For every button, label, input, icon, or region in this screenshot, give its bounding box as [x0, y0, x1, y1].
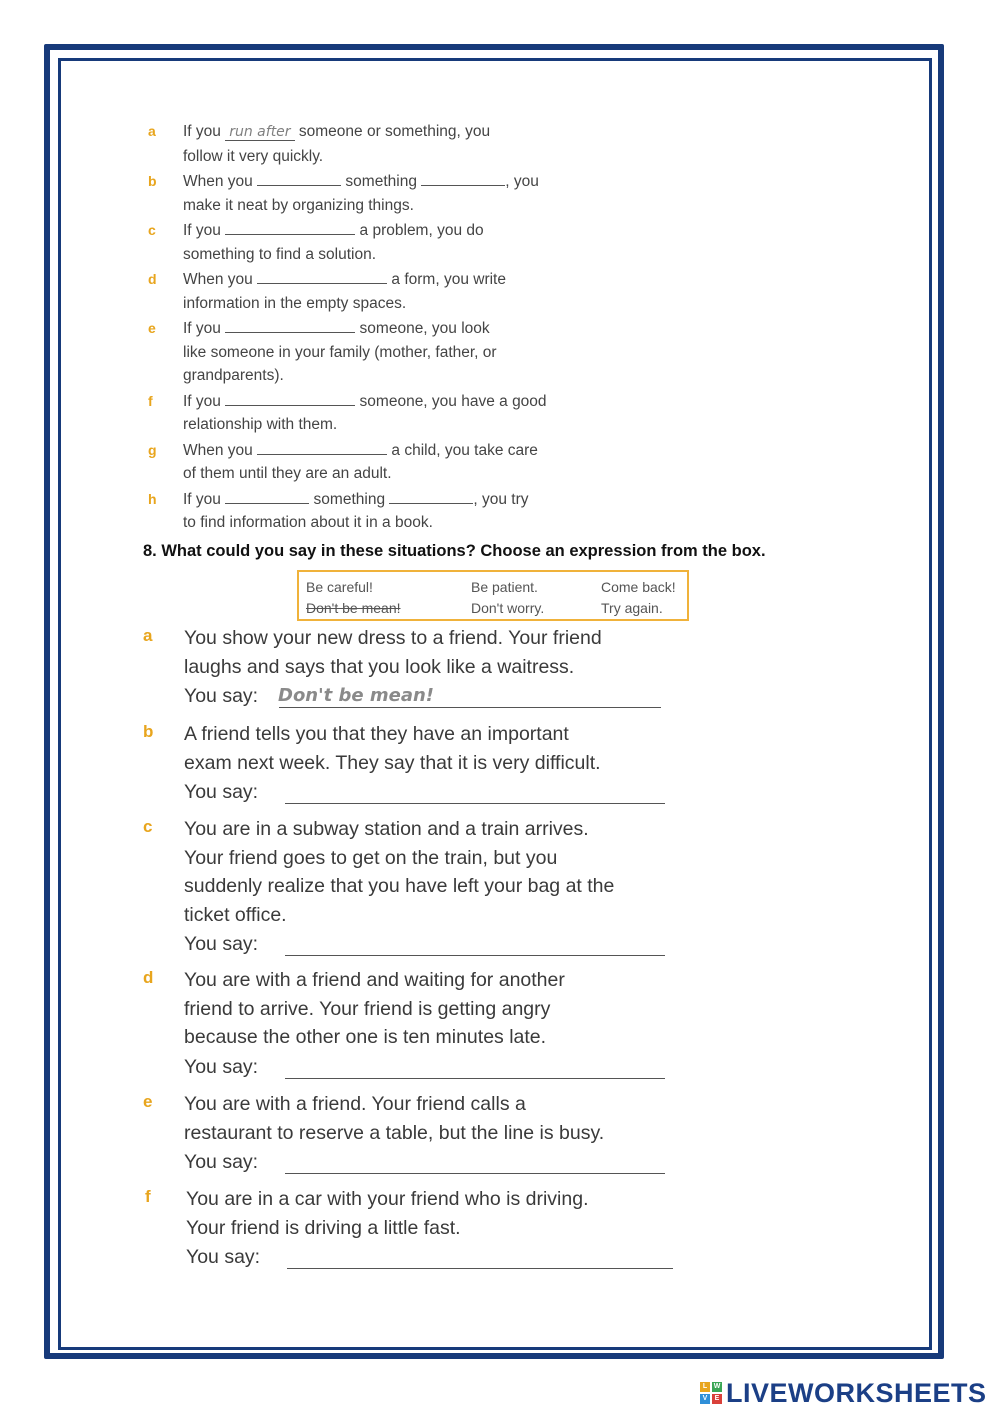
- you-say-row: You say:: [143, 781, 703, 811]
- situation-b: b A friend tells you that they have an important exam next week. They say that it is very difficult. You say:: [143, 720, 703, 811]
- answer-blank[interactable]: [257, 440, 387, 455]
- answer-blank[interactable]: [225, 318, 355, 333]
- logo-mark-icon: L W V E: [700, 1382, 722, 1404]
- definition-e: e If you someone, you look like someone in your family (mother, father, or grandparents).: [148, 320, 497, 384]
- answer-line[interactable]: [285, 803, 665, 804]
- exercise-heading: 8. What could you say in these situations? Choose an expression from the box.: [143, 542, 766, 560]
- liveworksheets-logo: [700, 1378, 987, 1408]
- situation-e: e You are with a friend. Your friend calls a restaurant to reserve a table, but the line is busy. You say:: [143, 1090, 703, 1181]
- answer-line[interactable]: [285, 1078, 665, 1079]
- answer-blank[interactable]: [389, 489, 473, 504]
- item-letter: a: [148, 123, 156, 139]
- definition-a: a If you run after someone or something, you follow it very quickly.: [148, 120, 608, 168]
- answer-blank[interactable]: [225, 220, 355, 235]
- answer-line[interactable]: [279, 707, 661, 708]
- you-say-row: You say:: [145, 1246, 705, 1276]
- expression-item-used: Don't be mean!: [306, 600, 401, 616]
- answer-line[interactable]: [285, 1173, 665, 1174]
- answer-blank[interactable]: [421, 171, 505, 186]
- expression-item: Be patient.: [471, 579, 538, 595]
- expression-box: [297, 570, 689, 621]
- you-say-row: You say:: [143, 933, 703, 963]
- answer-blank[interactable]: [225, 391, 355, 406]
- expression-item: Don't worry.: [471, 600, 545, 616]
- answer-blank[interactable]: [225, 489, 309, 504]
- definition-d: d When you a form, you write information in the empty spaces.: [148, 271, 506, 312]
- answer-line[interactable]: [285, 955, 665, 956]
- situation-a: a You show your new dress to a friend. Your friend laughs and says that you look like a waitress. You say: Don't be mean!: [143, 624, 703, 715]
- answer-blank[interactable]: [257, 269, 387, 284]
- definition-f: f If you someone, you have a good relationship with them.: [148, 392, 547, 433]
- situation-d: d You are with a friend and waiting for another friend to arrive. Your friend is getting angry because the other one is ten minutes late. You say:: [143, 966, 703, 1086]
- expression-item: Come back!: [601, 579, 676, 595]
- definition-h: h If you something , you try to find information about it in a book.: [148, 490, 529, 531]
- situation-f: f You are in a car with your friend who is driving. Your friend is driving a little fast. You say:: [145, 1185, 705, 1276]
- answer-text: Don't be mean!: [278, 685, 434, 706]
- you-say-row: You say:: [143, 1151, 703, 1181]
- definition-c: c If you a problem, you do something to find a solution.: [148, 222, 484, 263]
- logo-text: LIVEWORKSHEETS: [726, 1377, 987, 1408]
- answer-text: run after: [225, 124, 294, 141]
- definition-g: g When you a child, you take care of them until they are an adult.: [148, 441, 538, 482]
- answer-blank[interactable]: [257, 171, 341, 186]
- situation-c: c You are in a subway station and a train arrives. Your friend goes to get on the train, but you suddenly realize that you have left your bag at the ticket office. You say:: [143, 815, 703, 963]
- you-say-row: You say: Don't be mean!: [143, 685, 703, 715]
- definitions-list: [148, 120, 608, 537]
- expression-item: Be careful!: [306, 579, 373, 595]
- answer-line[interactable]: [287, 1268, 673, 1269]
- you-say-row: You say:: [143, 1056, 703, 1086]
- expression-item: Try again.: [601, 600, 663, 616]
- definition-b: b When you something , you make it neat by organizing things.: [148, 173, 539, 214]
